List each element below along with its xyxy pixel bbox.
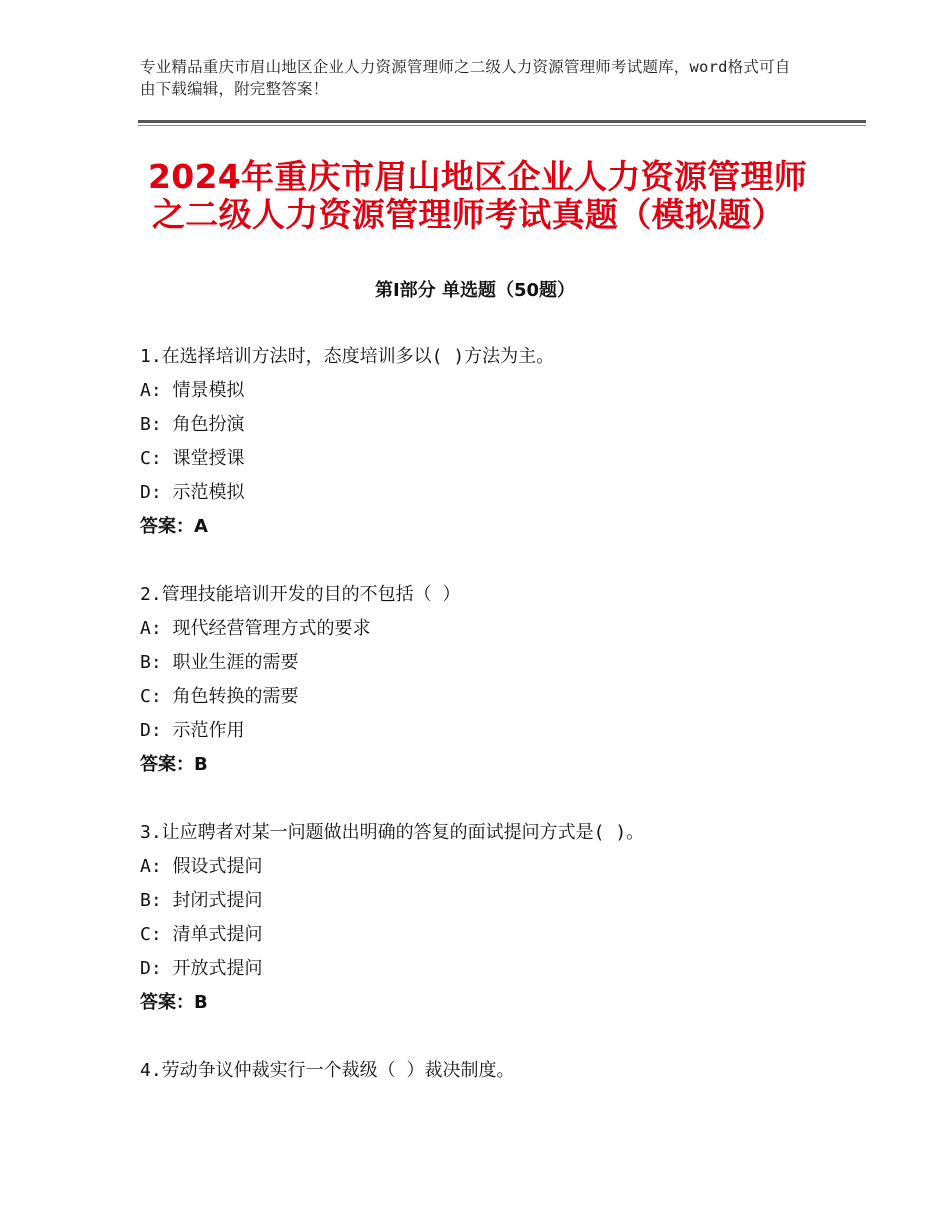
option-b: B: 角色扮演 <box>140 414 245 435</box>
option-b: B: 职业生涯的需要 <box>140 652 299 673</box>
option-d: D: 开放式提问 <box>140 958 263 979</box>
question-2 <box>140 578 880 782</box>
option-c: C: 角色转换的需要 <box>140 686 299 707</box>
answer-label: 答案：A <box>140 516 208 537</box>
option-a: A: 情景模拟 <box>140 380 245 401</box>
question-list <box>140 340 880 1122</box>
question-text: 1.在选择培训方法时，态度培训多以( )方法为主。 <box>140 346 555 367</box>
answer-label: 答案：B <box>140 992 208 1013</box>
document-title-line-2: 之二级人力资源管理师考试真题（模拟题） <box>152 195 785 234</box>
option-d: D: 示范作用 <box>140 720 245 741</box>
option-c: C: 清单式提问 <box>140 924 263 945</box>
header-divider <box>138 120 866 123</box>
section-heading: 第Ⅰ部分 单选题（50题） <box>374 280 575 301</box>
question-4 <box>140 1054 880 1088</box>
answer-label: 答案：B <box>140 754 208 775</box>
option-c: C: 课堂授课 <box>140 448 245 469</box>
header-note: 专业精品重庆市眉山地区企业人力资源管理师之二级人力资源管理师考试题库，word格式可自由下载编辑，附完整答案！ <box>140 58 791 98</box>
option-d: D: 示范模拟 <box>140 482 245 503</box>
question-1 <box>140 340 880 544</box>
document-title-line-1: 2024年重庆市眉山地区企业人力资源管理师 <box>148 157 808 196</box>
header-divider-thin <box>138 125 866 126</box>
question-text: 2.管理技能培训开发的目的不包括（ ） <box>140 584 461 605</box>
option-a: A: 现代经营管理方式的要求 <box>140 618 371 639</box>
question-3 <box>140 816 880 1020</box>
question-text: 4.劳动争议仲裁实行一个裁级（ ）裁决制度。 <box>140 1060 515 1081</box>
option-b: B: 封闭式提问 <box>140 890 263 911</box>
option-a: A: 假设式提问 <box>140 856 263 877</box>
question-text: 3.让应聘者对某一问题做出明确的答复的面试提问方式是( )。 <box>140 822 645 843</box>
document-title <box>148 158 848 234</box>
